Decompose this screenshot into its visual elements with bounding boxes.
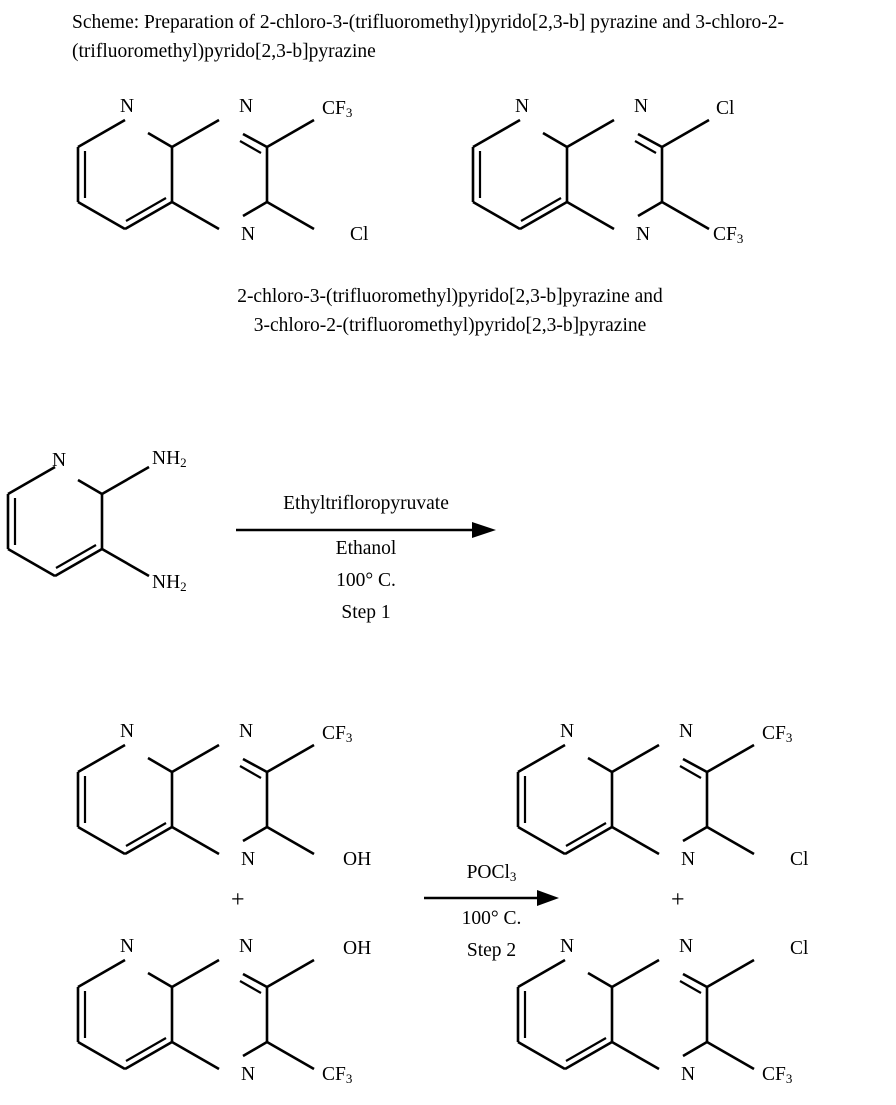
atom-label-n-chloro-a-bottom: N: [681, 849, 696, 870]
scheme-title: Scheme: Preparation of 2-chloro-3-(trifluoromethyl)pyrido[2,3-b] pyrazine and 3-chloro-2-(trifluoromethyl)pyrido[2,3-b]pyrazine: [72, 12, 785, 62]
atom-label-cl-chloro-b: Cl: [790, 938, 809, 959]
atom-label-cl-top-2: Cl: [716, 98, 735, 119]
atom-label-n-hydroxy-a-pyrazine-top: N: [239, 721, 254, 742]
atom-label-cl-chloro-a: Cl: [790, 849, 809, 870]
atom-label-n-pyridine-bottom-1: N: [241, 224, 256, 245]
atom-label-n-pyrazine-top-2: N: [634, 96, 649, 117]
atom-label-oh-hydroxy-a: OH: [343, 849, 372, 870]
atom-label-cf3-top-1: $CF_3$: [322, 98, 353, 120]
reaction-arrow-step2: [424, 890, 559, 910]
structure-top-right-skeleton: [455, 90, 805, 265]
atom-label-n-chloro-a-pyrazine-top: N: [679, 721, 694, 742]
atom-label-n-pyridine-bottom-2: N: [636, 224, 651, 245]
step1-solvent: Ethanol: [335, 538, 397, 559]
atom-label-n-pyridine-1: N: [120, 96, 135, 117]
atom-label-n-pyrazine-top-1: N: [239, 96, 254, 117]
plus-symbol-right: +: [671, 887, 685, 913]
structure-diaminopyridine-skeleton: [0, 440, 230, 620]
atom-label-n-diaminopyridine: N: [52, 450, 67, 471]
product-caption-line-2: 3-chloro-2-(trifluoromethyl)pyrido[2,3-b]pyrazine: [253, 315, 647, 336]
atom-label-cl-top-1: Cl: [350, 224, 369, 245]
atom-label-cf3-top-2: $CF_3$: [713, 224, 744, 246]
atom-label-n-chloro-b-pyridine: N: [560, 936, 575, 957]
atom-label-n-hydroxy-a-pyridine: N: [120, 721, 135, 742]
step2-step-label: Step 2: [466, 940, 517, 961]
atom-label-cf3-chloro-b: $CF_3$: [762, 1064, 793, 1086]
step2-temperature: 100° C.: [461, 908, 522, 929]
step1-temperature: 100° C.: [336, 570, 396, 591]
atom-label-n-hydroxy-b-pyrazine-top: N: [239, 936, 254, 957]
atom-label-n-hydroxy-a-bottom: N: [241, 849, 256, 870]
step1-step-label: Step 1: [341, 602, 391, 623]
atom-label-n-hydroxy-b-pyridine: N: [120, 936, 135, 957]
atom-label-cf3-hydroxy-a: $CF_3$: [322, 723, 353, 745]
step2-reagent: POCl$_3$: [466, 862, 517, 884]
atom-label-n-hydroxy-b-bottom: N: [241, 1064, 256, 1085]
step1-reagent: Ethyltrifloropyruvate: [283, 493, 449, 514]
atom-label-nh2-top: $NH_2$: [152, 448, 187, 470]
atom-label-n-chloro-b-bottom: N: [681, 1064, 696, 1085]
atom-label-cf3-chloro-a: $CF_3$: [762, 723, 793, 745]
plus-symbol-left: +: [231, 887, 245, 913]
atom-label-nh2-bottom: $NH_2$: [152, 572, 187, 594]
atom-label-n-chloro-a-pyridine: N: [560, 721, 575, 742]
atom-label-n-pyridine-2: N: [515, 96, 530, 117]
atom-label-cf3-hydroxy-b: $CF_3$: [322, 1064, 353, 1086]
product-caption-line-1: 2-chloro-3-(trifluoromethyl)pyrido[2,3-b]pyrazine and: [237, 286, 663, 307]
atom-label-n-chloro-b-pyrazine-top: N: [679, 936, 694, 957]
atom-label-oh-hydroxy-b: OH: [343, 938, 372, 959]
